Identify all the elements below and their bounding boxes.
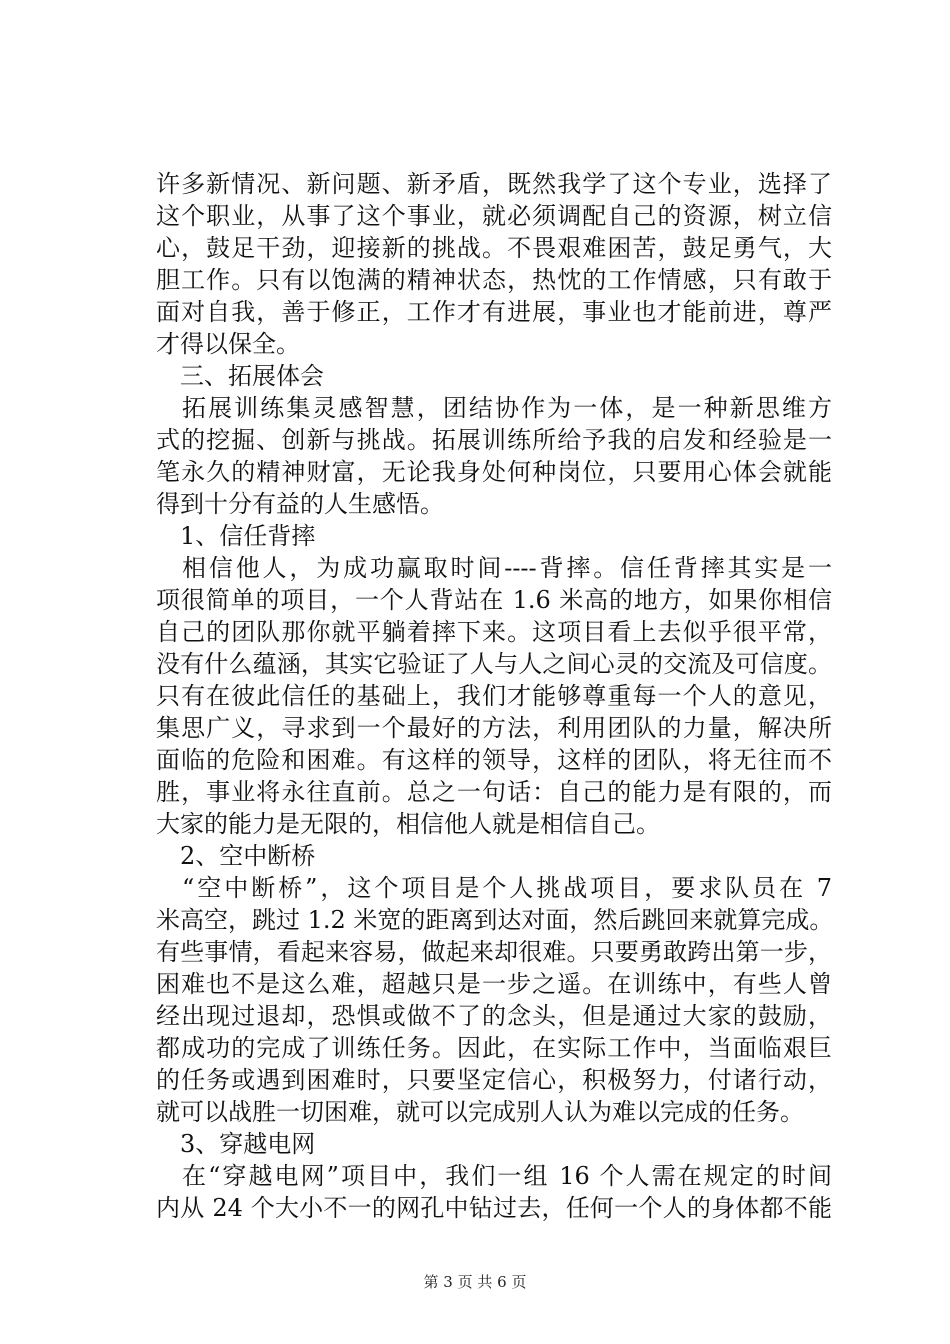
text-line: 才得以保全。: [156, 330, 300, 358]
text-line: 的任务或遇到困难时，只要坚定信心，积极努力，付诸行动，: [156, 1066, 832, 1094]
text-line: 拓展训练集灵感智慧，团结协作为一体，是一种新思维方: [182, 394, 832, 422]
text-line: “空中断桥”，这个项目是个人挑战项目，要求队员在 7: [182, 874, 832, 902]
text-line: 集思广义，寻求到一个最好的方法，利用团队的力量，解决所: [156, 714, 832, 742]
text-line: 只有在彼此信任的基础上，我们才能够尊重每一个人的意见，: [156, 682, 832, 710]
text-line: 大家的能力是无限的，相信他人就是相信自己。: [156, 810, 660, 838]
paragraph: [156, 552, 832, 840]
heading-text: 1、信任背摔: [180, 522, 316, 550]
paragraph: [156, 392, 832, 520]
text-line: 胜，事业将永往直前。总之一句话：自己的能力是有限的，而: [156, 778, 832, 806]
paragraph: [156, 1160, 832, 1224]
text-line: 没有什么蕴涵，其实它验证了人与人之间心灵的交流及可信度。: [156, 650, 832, 678]
text-line: 心，鼓足干劲，迎接新的挑战。不畏艰难困苦，鼓足勇气，大: [156, 234, 832, 262]
heading-text: 三、拓展体会: [180, 362, 324, 390]
text-line: 在“穿越电网”项目中，我们一组 16 个人需在规定的时间: [182, 1162, 832, 1190]
text-line: 项很简单的项目，一个人背站在 1.6 米高的地方，如果你相信: [156, 586, 832, 614]
page-number: 第 3 页 共 6 页: [423, 1273, 527, 1291]
text-line: 米高空，跳过 1.2 米宽的距离到达对面，然后跳回来就算完成。: [156, 906, 834, 934]
text-line: 这个职业，从事了这个事业，就必须调配自己的资源，树立信: [156, 202, 832, 230]
text-line: 都成功的完成了训练任务。因此，在实际工作中，当面临艰巨: [156, 1034, 832, 1062]
text-line: 面临的危险和困难。有这样的领导，这样的团队，将无往而不: [156, 746, 832, 774]
text-line: 相信他人，为成功赢取时间----背摔。信任背摔其实是一: [182, 554, 832, 582]
text-line: 困难也不是这么难，超越只是一步之遥。在训练中，有些人曾: [156, 970, 832, 998]
page-footer: [0, 1272, 950, 1292]
text-line: 有些事情，看起来容易，做起来却很难。只要勇敢跨出第一步，: [156, 938, 832, 966]
text-line: 笔永久的精神财富，无论我身处何种岗位，只要用心体会就能: [156, 458, 832, 486]
text-line: 得到十分有益的人生感悟。: [156, 490, 444, 518]
subsection-heading: [156, 1128, 832, 1160]
subsection-heading: [156, 840, 832, 872]
text-line: 经出现过退却，恐惧或做不了的念头，但是通过大家的鼓励，: [156, 1002, 832, 1030]
document-body: [156, 168, 832, 1224]
section-heading: [156, 360, 832, 392]
text-line: 许多新情况、新问题、新矛盾，既然我学了这个专业，选择了: [156, 170, 832, 198]
text-line: 胆工作。只有以饱满的精神状态，热忱的工作情感，只有敢于: [156, 266, 832, 294]
heading-text: 3、穿越电网: [180, 1130, 316, 1158]
heading-text: 2、空中断桥: [180, 842, 316, 870]
text-line: 自己的团队那你就平躺着摔下来。这项目看上去似乎很平常，: [156, 618, 832, 646]
paragraph: [156, 168, 832, 360]
paragraph: [156, 872, 832, 1128]
text-line: 式的挖掘、创新与挑战。拓展训练所给予我的启发和经验是一: [156, 426, 832, 454]
text-line: 内从 24 个大小不一的网孔中钻过去，任何一个人的身体都不能: [156, 1194, 832, 1222]
subsection-heading: [156, 520, 832, 552]
text-line: 面对自我，善于修正，工作才有进展，事业也才能前进，尊严: [156, 298, 832, 326]
text-line: 就可以战胜一切困难，就可以完成别人认为难以完成的任务。: [156, 1098, 804, 1126]
